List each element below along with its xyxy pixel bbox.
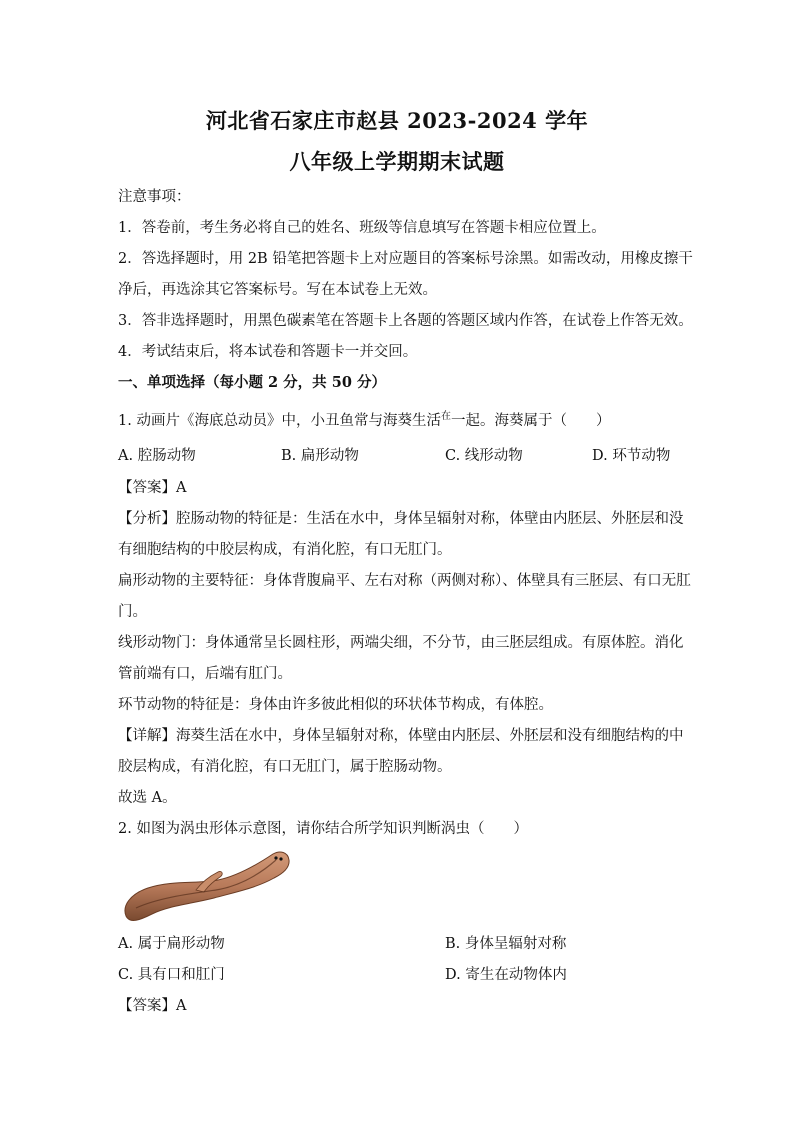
question-1-stem: [118, 411, 678, 433]
question-1-option-b: B. 扁形动物: [281, 448, 359, 464]
question-1-analysis-6: 管前端有口，后端有肛门。: [118, 666, 292, 682]
question-1-option-a: A. 腔肠动物: [118, 448, 196, 464]
question-2-answer: 【答案】A: [118, 998, 187, 1014]
notice-item-2: 2．答选择题时，用 2B 铅笔把答题卡上对应题目的答案标号涂黑。如需改动，用橡皮擦干: [118, 251, 693, 267]
question-1-conclusion: 故选 A。: [118, 790, 177, 806]
notice-item-4: 4．考试结束后，将本试卷和答题卡一并交回。: [118, 344, 418, 360]
question-1-analysis-3: 扁形动物的主要特征：身体背腹扁平、左右对称（两侧对称）、体壁具有三胚层、有口无肛: [118, 573, 691, 589]
question-2-option-a: A. 属于扁形动物: [118, 936, 225, 952]
notice-heading: 注意事项：: [118, 189, 191, 205]
flatworm-illustration: [118, 846, 293, 926]
question-1-analysis-5: 线形动物门：身体通常呈长圆柱形，两端尖细，不分节，由三胚层组成。有原体腔。消化: [118, 635, 684, 651]
question-1-analysis-4: 门。: [118, 604, 147, 620]
notice-item-3: 3．答非选择题时，用黑色碳素笔在答题卡上各题的答题区域内作答，在试卷上作答无效。: [118, 313, 693, 329]
notice-item-2-cont: 净后，再选涂其它答案标号。写在本试卷上无效。: [118, 282, 437, 298]
worm-eye-right: [279, 857, 282, 860]
question-1-option-c: C. 线形动物: [445, 448, 523, 464]
question-1-detail-1: 【详解】海葵生活在水中，身体呈辐射对称，体壁由内胚层、外胚层和没有细胞结构的中: [118, 728, 684, 744]
question-1-stem-a: 1. 动画片《海底总动员》中，小丑鱼常与海葵生活: [118, 413, 441, 429]
exam-title-line1: 河北省石家庄市赵县 2023-2024 学年: [205, 108, 589, 133]
section-heading: 一、单项选择（每小题 2 分，共 50 分）: [118, 374, 386, 391]
exam-title-line2: 八年级上学期期末试题: [289, 149, 505, 174]
notice-item-1: 1．答卷前，考生务必将自己的姓名、班级等信息填写在答题卡相应位置上。: [118, 220, 606, 236]
question-1-analysis-7: 环节动物的特征是：身体由许多彼此相似的环状体节构成，有体腔。: [118, 697, 553, 713]
question-1-option-d: D. 环节动物: [592, 448, 671, 464]
question-2-option-c: C. 具有口和肛门: [118, 967, 225, 983]
worm-eye-left: [274, 856, 277, 859]
question-1-detail-2: 胶层构成，有消化腔，有口无肛门，属于腔肠动物。: [118, 759, 452, 775]
question-2-stem: 2. 如图为涡虫形体示意图，请你结合所学知识判断涡虫（ ）: [118, 821, 528, 837]
question-1-analysis-2: 有细胞结构的中胶层构成，有消化腔，有口无肛门。: [118, 542, 452, 558]
question-2-option-b: B. 身体呈辐射对称: [445, 936, 567, 952]
question-1-analysis-1: 【分析】腔肠动物的特征是：生活在水中，身体呈辐射对称，体壁由内胚层、外胚层和没: [118, 511, 684, 527]
question-1-stem-b: 一起。海葵属于（ ）: [450, 413, 611, 429]
question-2-option-d: D. 寄生在动物体内: [445, 967, 567, 983]
question-1-answer: 【答案】A: [118, 480, 187, 496]
question-1-stem-sup: 在: [440, 411, 451, 422]
